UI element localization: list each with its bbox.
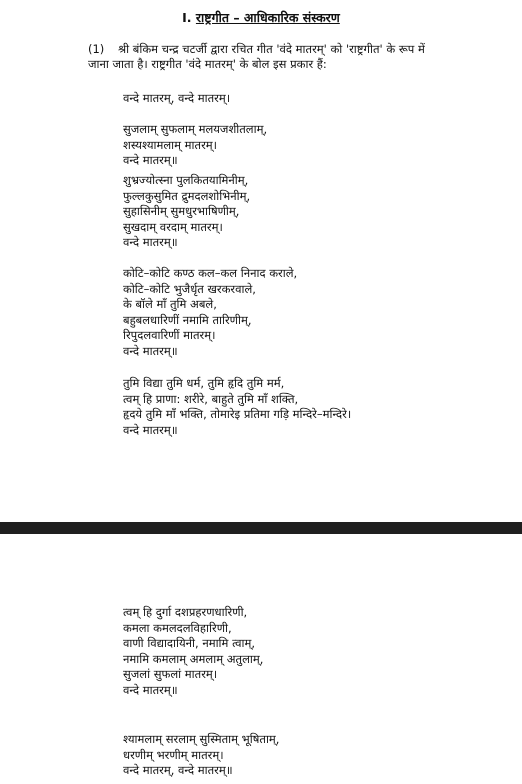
verse-line: सुखदाम् वरदाम् मातरम्। xyxy=(123,219,223,234)
stanza xyxy=(123,173,250,251)
verse-line: वन्दे मातरम्॥ xyxy=(123,422,178,437)
verse-line: कोटि–कोटि कण्ठ कल–कल निनाद कराले, xyxy=(123,266,298,280)
verse-line: वन्दे मातरम्॥ xyxy=(123,343,178,358)
verse-line: रिपुदलवारिणीं मातरम्। xyxy=(123,328,216,342)
verse-line: धरणीम् भरणीम् मातरम्। xyxy=(123,747,224,762)
verse-line: सुहासिनीम् सुमधुरभाषिणीम्, xyxy=(123,204,240,218)
verse-line: शुभ्रज्योत्स्ना पुलकितयामिनीम्, xyxy=(123,173,249,187)
verse-line: त्वम् हि दुर्गा दशप्रहरणधारिणी, xyxy=(123,605,248,619)
verse-line: नमामि कमलाम् अमलाम् अतुलाम्, xyxy=(123,651,264,666)
verse-line: सुजलाम् सुफलाम् मलयजशीतलाम्, xyxy=(123,122,268,136)
verse-line: वन्दे मातरम्, वन्दे मातरम्॥ xyxy=(123,763,233,777)
section-title: राष्ट्रगीत – आधिकारिक संस्करण xyxy=(195,10,340,25)
intro-line-2: जाना जाता है। राष्ट्रगीत 'वंदे मातरम्' के बोल इस प्रकार हैं: xyxy=(88,57,327,71)
verse-line: कमला कमलदलविहारिणी, xyxy=(123,620,232,635)
stanza xyxy=(123,376,351,438)
stanza xyxy=(123,122,267,169)
verse-line: फुल्लकुसुमित द्रुमदलशोभिनीम्, xyxy=(123,188,251,203)
stanza xyxy=(123,732,279,779)
verse-line: श्यामलाम् सरलाम् सुस्मिताम् भूषिताम्, xyxy=(123,732,280,746)
verse-line: हृदये तुमि माँ भक्ति, तोमारेइ प्रतिमा गड़ि मन्दिरे–मन्दिरे। xyxy=(123,407,352,421)
verse-line: वाणी विद्यादायिनी, नमामि त्वाम्, xyxy=(123,636,256,650)
verse-line: कोटि–कोटि भुजैर्धृत खरकरवाले, xyxy=(123,281,256,296)
verse-line: शस्यश्यामलाम् मातरम्। xyxy=(123,137,218,152)
paragraph-number: (1) xyxy=(88,42,105,56)
stanza xyxy=(123,266,297,359)
page-separator xyxy=(0,522,522,534)
verse-line: वन्दे मातरम्, वन्दे मातरम्। xyxy=(123,91,231,105)
stanza xyxy=(123,91,230,107)
intro-paragraph xyxy=(88,42,488,72)
verse-line: बहुबलधारिणीं नमामि तारिणीम्, xyxy=(123,312,252,327)
intro-line-1 xyxy=(88,42,488,57)
page-title xyxy=(0,10,522,26)
verse-line: तुमि विद्या तुमि धर्म, तुमि हृदि तुमि मर्म, xyxy=(123,376,285,390)
verse-line: वन्दे मातरम्॥ xyxy=(123,682,178,697)
section-number: I. xyxy=(182,10,192,25)
stanza xyxy=(123,605,263,698)
verse-line: के बॉले माँ तुमि अबले, xyxy=(123,297,217,311)
verse-line: वन्दे मातरम्॥ xyxy=(123,153,178,167)
verse-line: वन्दे मातरम्॥ xyxy=(123,235,178,249)
verse-line: त्वम् हि प्राणा: शरीरे, बाहुते तुमि माँ शक्ति, xyxy=(123,391,299,406)
intro-text-1: श्री बंकिम चन्द्र चटर्जी द्वारा रचित गीत 'वंदे मातरम्' को 'राष्ट्रगीत' के रूप में xyxy=(118,42,425,56)
verse-line: सुजलां सुफलां मातरम्। xyxy=(123,667,218,681)
